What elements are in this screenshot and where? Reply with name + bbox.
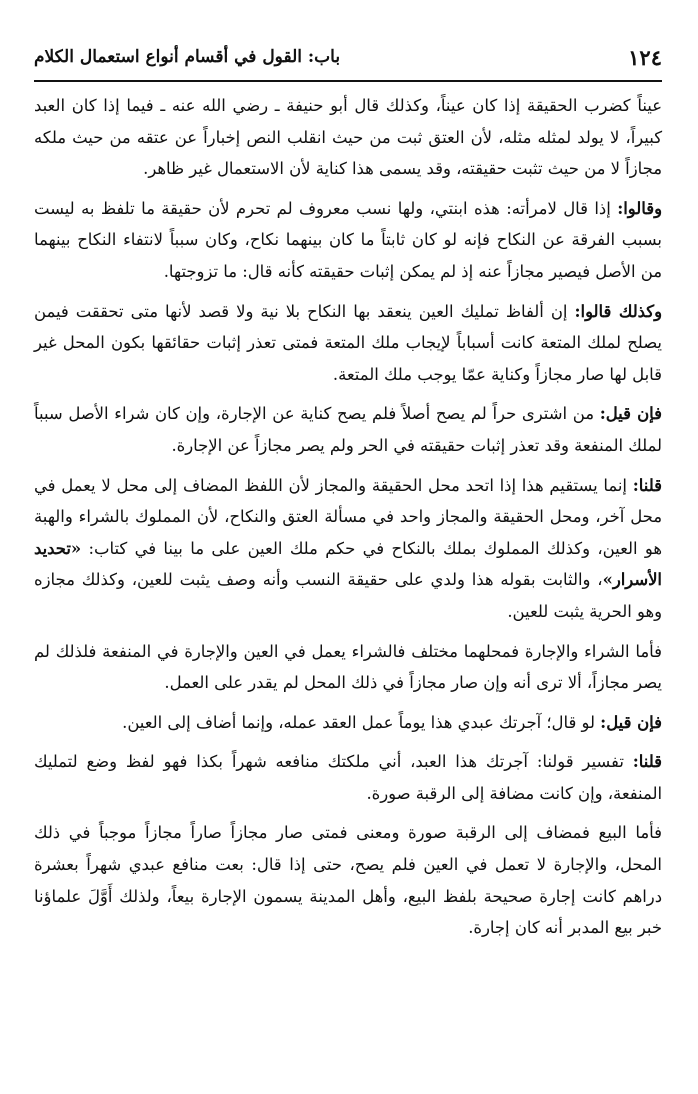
paragraph-text: فأما البيع فمضاف إلى الرقبة صورة ومعنى فمتى صار مجازاً صاراً مجازاً موجباً في ذلك المحل، والإجارة لا تعمل في العين فلم يصح، حتى إذا قال: بعت منافع عبدي شهراً بعشرة دراهم كانت إجارة صحيحة بلفظ البيع، وأهل المدينة يسمون الإجارة بيعاً، ولذلك أَوَّلَ علماؤنا خبر بيع المدبر أنه كان إجارة. bbox=[34, 823, 662, 938]
header-rule bbox=[34, 80, 662, 82]
paragraph-6 bbox=[34, 636, 662, 699]
paragraph-text: إن ألفاظ تمليك العين ينعقد بها النكاح بلا نية ولا قصد لأنها متى تحققت فيمن يصلح لملك المتعة كانت أسباباً لإيجاب ملك المتعة فمتى تعذر إثبات حقائقها بكون المحل غير قابل لها صار مجازاً وكناية عمّا يوجب ملك المتعة. bbox=[34, 301, 662, 384]
paragraph-text: تفسير قولنا: آجرتك هذا العبد، أني ملكتك منافعه شهراً بكذا فهو لفظ وضع لتمليك المنفعة، وإن كانت مضافة إلى الرقبة صورة. bbox=[34, 752, 662, 803]
paragraph-text: عيناً كضرب الحقيقة إذا كان عيناً، وكذلك قال أبو حنيفة ـ رضي الله عنه ـ فيما إذا كان العبد كبيراً، لا يولد لمثله مثله، لأن العتق ثبت من حيث انقلب النص إخباراً عن عتقه من حيث ملكه مجازاً لا من حيث تثبت حقيقته، وقد يسمى هذا كناية لأن الاستعمال غير ظاهر. bbox=[34, 96, 662, 179]
page-number: ١٢٤ bbox=[628, 44, 662, 70]
book-title: «تحديد الأسرار» bbox=[34, 538, 662, 590]
paragraph-text: ، والثابت بقوله هذا ولدي على حقيقة النسب وأنه وصف يثبت للعين، وكذلك مجازه وهو الحرية يثبت للعين. bbox=[34, 570, 662, 621]
paragraph-1 bbox=[34, 90, 662, 185]
paragraph-lead-term: وكذلك قالوا: bbox=[574, 301, 663, 321]
paragraph-4 bbox=[34, 398, 662, 461]
paragraph-lead-term: وقالوا: bbox=[617, 198, 662, 218]
paragraph-text: فأما الشراء والإجارة فمحلهما مختلف فالشراء يعمل في العين والإجارة في المنفعة فلذلك لم يصر مجازاً، ألا ترى أنه وإن صار مجازاً في ذلك المحل لم يقدر على العمل. bbox=[34, 641, 662, 693]
paragraph-lead-term: قلنا: bbox=[632, 752, 662, 772]
paragraph-text: إذا قال لامرأته: هذه ابنتي، ولها نسب معروف لم تحرم لأن حقيقة ما تلفظ به ليست بسبب الفرقة عن النكاح فإنه لو كان ثابتاً ما كان بينهما نكاح، وكان سبباً لانتفاء النكاح بينهما من الأصل فيصير مجازاً عنه إذ لم يمكن إثبات حقيقته كأنه قال: ما تزوجتها. bbox=[34, 198, 662, 281]
paragraph-2 bbox=[34, 193, 662, 288]
paragraph-9 bbox=[34, 817, 662, 943]
paragraph-3 bbox=[34, 296, 662, 391]
paragraph-7 bbox=[34, 707, 662, 739]
body-text bbox=[34, 90, 662, 952]
paragraph-text: من اشترى حراً لم يصح أصلاً فلم يصح كناية عن الإجارة، وإن كان شراء الأصل سبباً لملك المنفعة وقد تعذر إثبات حقيقته في الحر ولم يصر مجازاً عن الإجارة. bbox=[34, 404, 662, 455]
paragraph-lead-term: فإن قيل: bbox=[599, 404, 662, 424]
paragraph-text: إنما يستقيم هذا إذا اتحد محل الحقيقة والمجاز لأن اللفظ المضاف إلى محل لا يعمل في محل آخر، ومحل الحقيقة والمجاز واحد في مسألة العتق والنكاح، لأن المملوك بالشراء والهبة هو العين، وكذلك المملوك بملك بالنكاح في حكم ملك العين على ما بينا في كتاب: bbox=[34, 475, 662, 558]
running-title: باب: القول في أقسام أنواع استعمال الكلام bbox=[34, 47, 341, 67]
paragraph-lead-term: فإن قيل: bbox=[600, 712, 662, 732]
paragraph-8 bbox=[34, 746, 662, 809]
paragraph-5 bbox=[34, 470, 662, 628]
paragraph-text: لو قال؛ آجرتك عبدي هذا يوماً عمل العقد عمله، وإنما أضاف إلى العين. bbox=[122, 712, 601, 732]
page-header bbox=[34, 40, 662, 74]
paragraph-lead-term: قلنا: bbox=[632, 475, 662, 495]
